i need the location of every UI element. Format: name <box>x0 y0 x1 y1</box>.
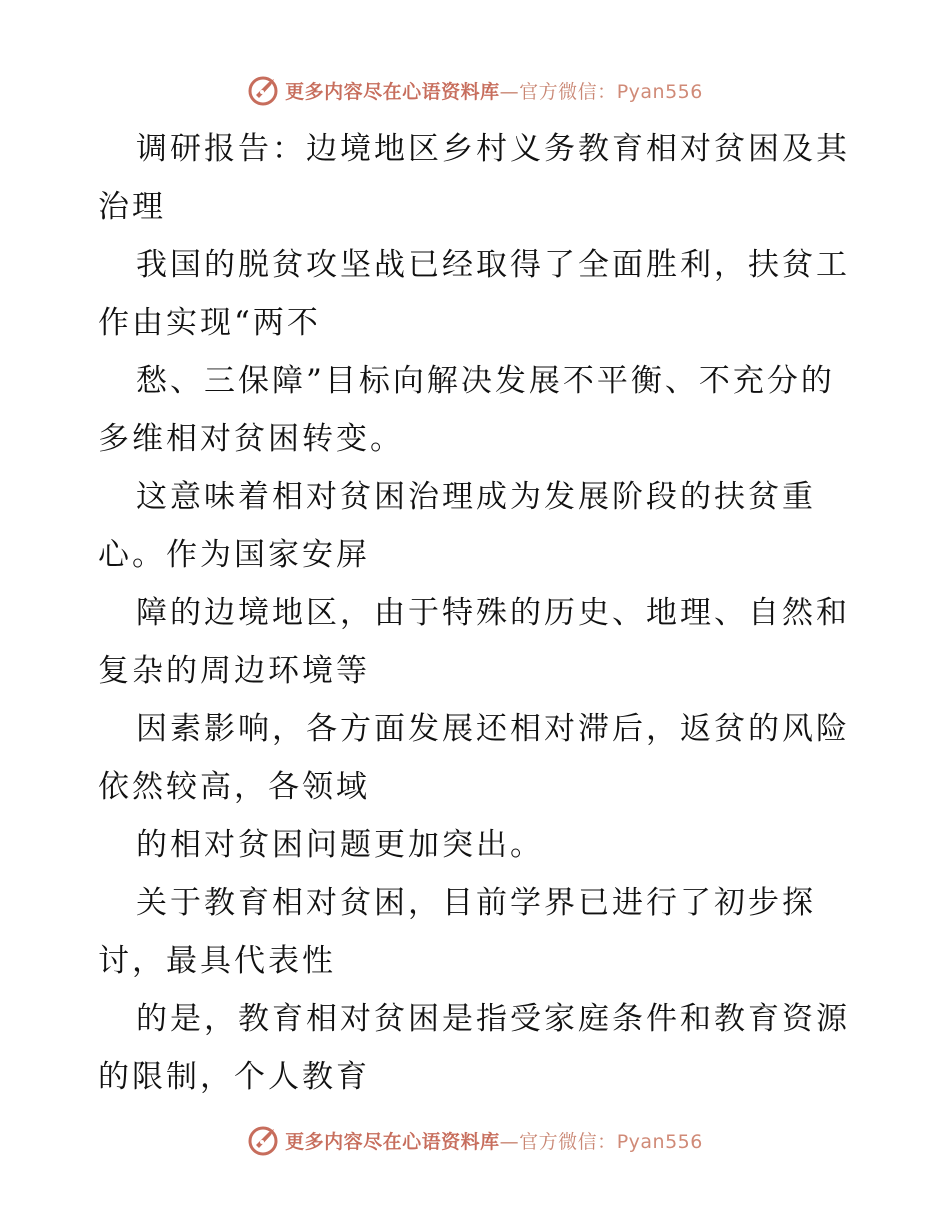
watermark-brand: 更多内容尽在心语资料库 <box>285 80 500 103</box>
pen-nib-circle-icon <box>247 1123 281 1157</box>
watermark-text <box>285 1127 703 1154</box>
header-watermark-banner <box>0 70 950 110</box>
pen-nib-circle-icon <box>247 73 281 107</box>
body-line: 的是，教育相对贫困是指受家庭条件和教育资源 <box>136 1001 850 1037</box>
body-line: 这意味着相对贫困治理成为发展阶段的扶贫重 <box>136 479 816 515</box>
body-line: 因素影响，各方面发展还相对滞后，返贫的风险 <box>136 711 850 747</box>
watermark-brand: 更多内容尽在心语资料库 <box>285 1130 500 1153</box>
watermark-text <box>285 77 703 104</box>
body-line: 我国的脱贫攻坚战已经取得了全面胜利，扶贫工 <box>136 247 850 283</box>
body-line: 治理 <box>98 189 166 225</box>
watermark-separator: — <box>499 1130 520 1153</box>
watermark-separator: — <box>499 80 520 103</box>
footer-watermark-banner <box>0 1120 950 1160</box>
body-line: 的限制，个人教育 <box>98 1059 370 1095</box>
watermark-wechat-label: 官方微信： <box>519 1130 617 1153</box>
body-line: 作由实现“两不 <box>98 305 321 341</box>
body-line: 愁、三保障”目标向解决发展不平衡、不充分的 <box>136 363 835 399</box>
body-line: 关于教育相对贫困，目前学界已进行了初步探 <box>136 885 816 921</box>
body-line: 心。作为国家安屏 <box>98 537 370 573</box>
body-line: 调研报告：边境地区乡村义务教育相对贫困及其 <box>136 131 850 167</box>
watermark-wechat-label: 官方微信： <box>519 80 617 103</box>
watermark-wechat-id: Pyan556 <box>616 80 703 103</box>
body-line: 的相对贫困问题更加突出。 <box>136 827 544 863</box>
body-line: 依然较高，各领域 <box>98 769 370 805</box>
body-line: 复杂的周边环境等 <box>98 653 370 689</box>
body-line: 障的边境地区，由于特殊的历史、地理、自然和 <box>136 595 850 631</box>
body-line: 多维相对贫困转变。 <box>98 421 404 457</box>
document-body <box>98 120 858 1106</box>
body-line: 讨，最具代表性 <box>98 943 336 979</box>
watermark-wechat-id: Pyan556 <box>616 1130 703 1153</box>
